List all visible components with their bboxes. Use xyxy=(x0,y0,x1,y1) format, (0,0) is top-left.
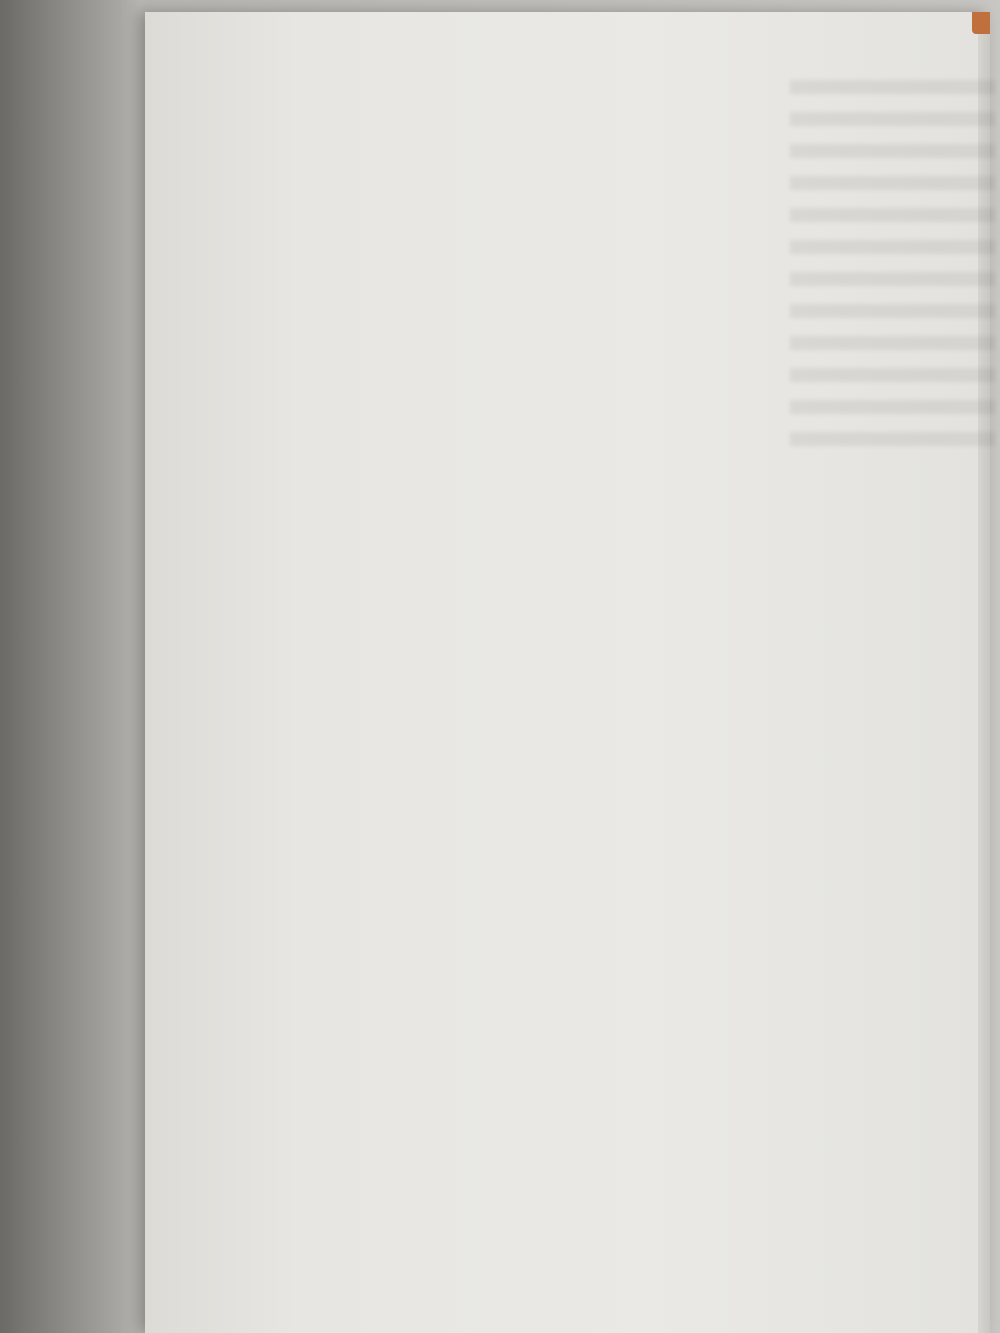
cover-corner xyxy=(972,12,990,34)
bleed-through-text xyxy=(790,80,995,460)
